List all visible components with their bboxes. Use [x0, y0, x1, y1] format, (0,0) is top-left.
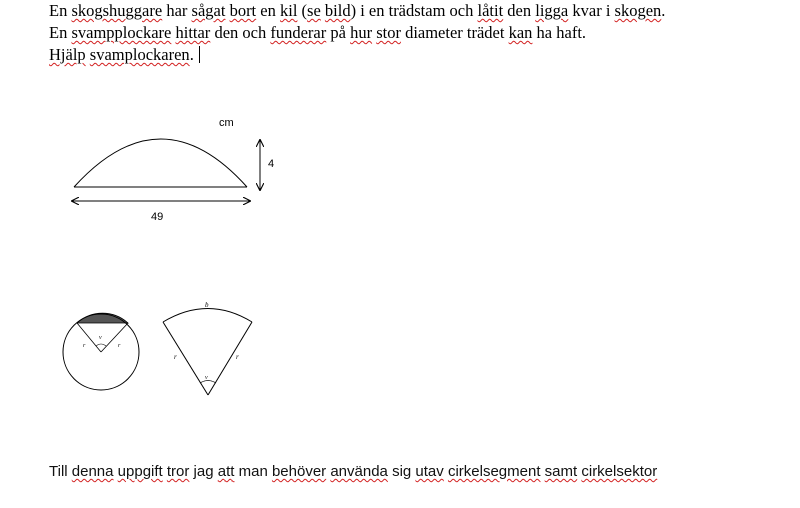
- segment-arc: [74, 139, 247, 187]
- word: Till: [49, 463, 72, 480]
- misspelled-word[interactable]: funderar: [270, 23, 327, 42]
- radius-label-left: r: [83, 343, 86, 349]
- misspelled-word[interactable]: svampplockare: [71, 23, 172, 42]
- arc-label: b: [205, 301, 209, 309]
- word: (: [297, 1, 308, 20]
- misspelled-word[interactable]: utav: [415, 463, 444, 480]
- word: en: [256, 1, 280, 20]
- misspelled-word[interactable]: svamplockaren: [89, 45, 190, 64]
- word: En: [49, 1, 72, 20]
- radius-right: [101, 323, 128, 352]
- misspelled-word[interactable]: samt: [544, 463, 578, 480]
- circle-figure: [63, 313, 139, 390]
- angle-label: v: [99, 335, 102, 341]
- misspelled-word[interactable]: bort: [229, 1, 257, 20]
- unit-label: cm: [219, 117, 234, 129]
- misspelled-word[interactable]: sågat: [191, 1, 226, 20]
- sector-radius-left: [163, 322, 208, 395]
- word: diameter trädet: [400, 23, 509, 42]
- segment-figure: [72, 117, 274, 223]
- misspelled-word[interactable]: denna: [71, 463, 114, 480]
- word: den: [503, 1, 536, 20]
- misspelled-word[interactable]: skogen: [614, 1, 662, 20]
- word: jag: [189, 463, 218, 480]
- word: En: [49, 23, 72, 42]
- misspelled-word[interactable]: ligga: [535, 1, 569, 20]
- sector-figure: [163, 301, 252, 395]
- misspelled-word[interactable]: skogshuggare: [71, 1, 163, 20]
- word: ha haft.: [532, 23, 587, 42]
- misspelled-word[interactable]: cirkelsektor: [581, 463, 658, 480]
- sector-radius-right: [208, 322, 252, 395]
- radius-left: [77, 323, 101, 352]
- word: på: [326, 23, 351, 42]
- word: .: [661, 1, 666, 20]
- radius-label-right: r: [118, 343, 121, 349]
- misspelled-word[interactable]: hittar: [175, 23, 211, 42]
- misspelled-word[interactable]: att: [217, 463, 235, 480]
- misspelled-word[interactable]: använda: [330, 463, 388, 480]
- misspelled-word[interactable]: uppgift: [117, 463, 163, 480]
- misspelled-word[interactable]: bild: [324, 1, 351, 20]
- word: kvar i: [568, 1, 615, 20]
- misspelled-word[interactable]: Hjälp: [49, 45, 86, 64]
- sector-angle-label: v: [205, 375, 208, 381]
- misspelled-word[interactable]: behöver: [271, 463, 327, 480]
- misspelled-word[interactable]: hur: [350, 23, 373, 42]
- chord-length-label: 49: [151, 211, 164, 223]
- sector-radius-label-right: r: [236, 353, 239, 361]
- misspelled-word[interactable]: låtit: [477, 1, 504, 20]
- height-label: 4: [268, 158, 275, 170]
- sector-radius-label-left: r: [174, 353, 177, 361]
- word: har: [162, 1, 192, 20]
- misspelled-word[interactable]: cirkelsegment: [447, 463, 541, 480]
- misspelled-word[interactable]: se: [307, 1, 321, 20]
- misspelled-word[interactable]: kan: [508, 23, 533, 42]
- sector-arc: [163, 309, 252, 323]
- word: .: [189, 45, 194, 64]
- misspelled-word[interactable]: tror: [166, 463, 190, 480]
- angle-arc: [96, 344, 106, 346]
- word: ) i en trädstam och: [350, 1, 478, 20]
- note-line[interactable]: [49, 462, 657, 482]
- sector-angle-arc: [200, 381, 216, 384]
- word: sig: [387, 463, 416, 480]
- misspelled-word[interactable]: stor: [376, 23, 401, 42]
- word: man: [234, 463, 272, 480]
- word: den och: [210, 23, 271, 42]
- misspelled-word[interactable]: kil: [279, 1, 298, 20]
